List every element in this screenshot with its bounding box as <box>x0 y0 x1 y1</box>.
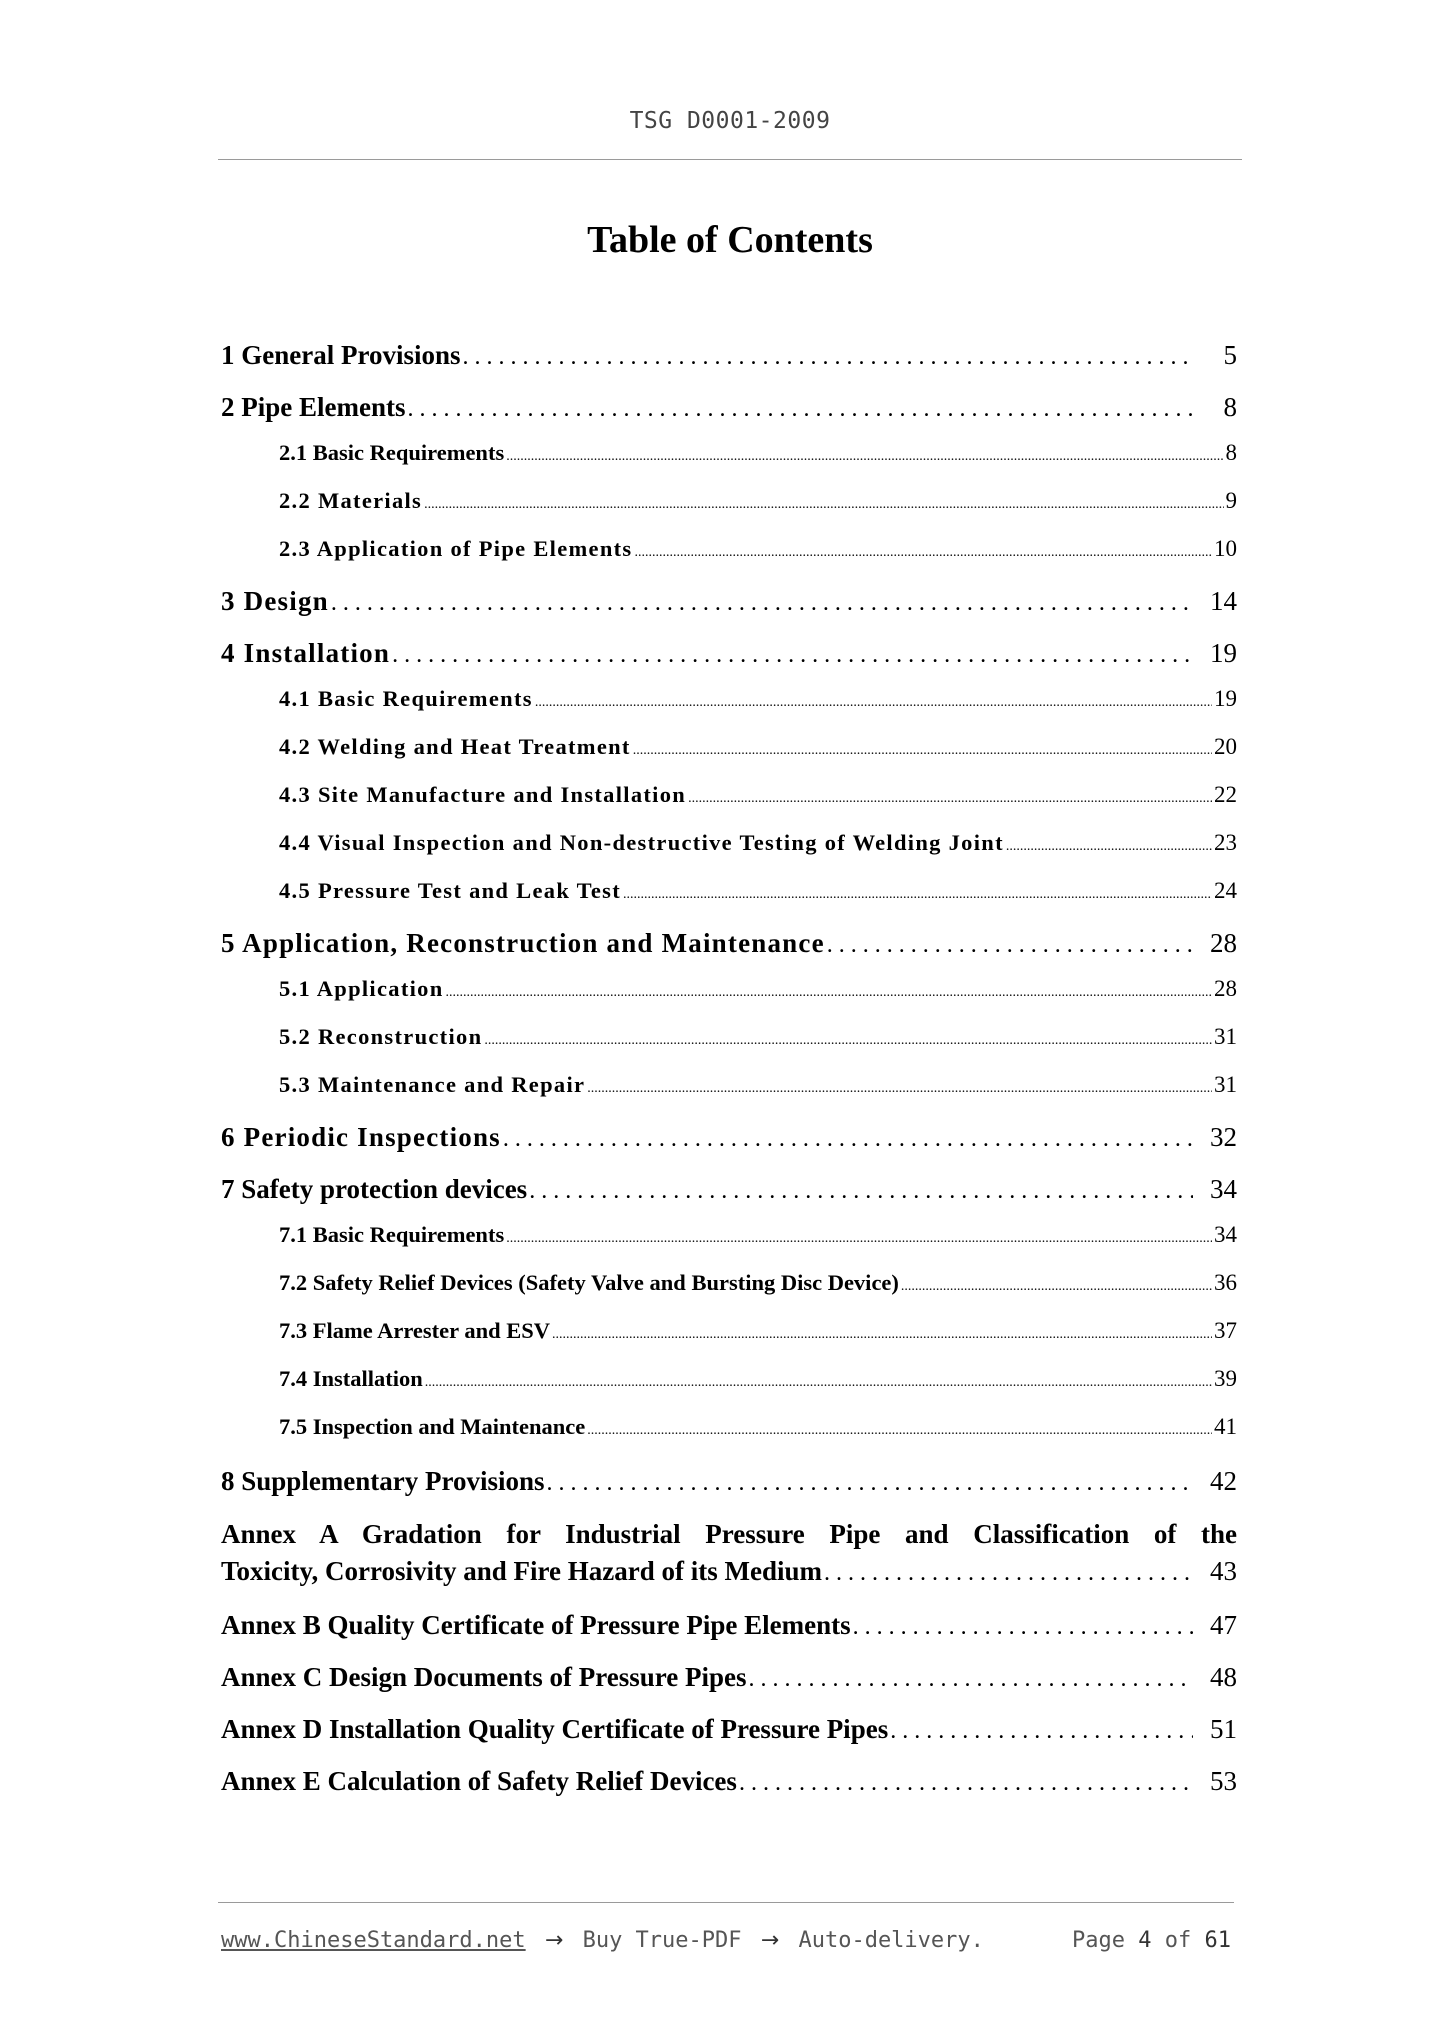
toc-entry-page: 47 <box>1210 1610 1237 1640</box>
footer-divider <box>218 1902 1234 1903</box>
toc-entry-page: 53 <box>1210 1766 1237 1796</box>
toc-entry-page: 48 <box>1210 1662 1237 1692</box>
toc-entry-label: 7.5 Inspection and Maintenance <box>279 1414 586 1439</box>
toc-leader-dots <box>739 1770 1193 1797</box>
toc-entry-6[interactable] <box>221 1122 1237 1153</box>
toc-leader-dots <box>901 1279 1212 1295</box>
toc-leader-dots <box>446 985 1212 1001</box>
toc-leader-dots <box>1006 839 1212 855</box>
of-word: of <box>1164 1928 1192 1953</box>
toc-entry-label: 4.2 Welding and Heat Treatment <box>279 734 631 759</box>
toc-entry-label: 4.3 Site Manufacture and Installation <box>279 782 687 807</box>
toc-entry-page: 31 <box>1214 1024 1237 1049</box>
toc-entry-2-1[interactable] <box>279 440 1237 466</box>
toc-leader-dots <box>425 1375 1212 1391</box>
toc-entry-page: 10 <box>1214 536 1237 561</box>
site-link[interactable]: www.ChineseStandard.net <box>221 1928 526 1953</box>
toc-entry-7[interactable] <box>221 1174 1237 1205</box>
toc-entry-5-3[interactable] <box>279 1072 1237 1098</box>
toc-entry-label: 2.2 Materials <box>279 488 423 513</box>
toc-leader-dots <box>331 590 1193 617</box>
toc-leader-dots <box>824 1560 1193 1587</box>
toc-entry-7-3[interactable] <box>279 1318 1237 1344</box>
toc-leader-dots <box>587 1081 1212 1097</box>
arrow-right-icon: → <box>760 1928 780 1953</box>
toc-leader-dots <box>506 1231 1212 1247</box>
toc-entry-label: Toxicity, Corrosivity and Fire Hazard of its Medium <box>221 1556 822 1586</box>
toc-entry-label: 7.3 Flame Arrester and ESV <box>279 1318 551 1343</box>
toc-entry-annex-d[interactable] <box>221 1714 1237 1745</box>
toc-entry-page: 24 <box>1214 878 1237 903</box>
toc-entry-label: 4.4 Visual Inspection and Non-destructive Testing of Welding Joint <box>279 830 1004 855</box>
toc-entry-page: 36 <box>1214 1270 1237 1295</box>
page-header: TSG D0001-2009 <box>629 108 831 134</box>
toc-entry-page: 8 <box>1223 392 1237 422</box>
toc-entry-page: 34 <box>1214 1222 1237 1247</box>
toc-entry-page: 42 <box>1210 1466 1237 1496</box>
toc-entry-label: 5.1 Application <box>279 976 444 1001</box>
toc-entry-label: 3 Design <box>221 586 329 616</box>
toc-entry-annex-b[interactable] <box>221 1610 1237 1641</box>
toc-leader-dots <box>853 1614 1193 1641</box>
toc-leader-dots <box>407 396 1193 423</box>
toc-entry-page: 8 <box>1225 440 1237 465</box>
toc-entry-2-3[interactable] <box>279 536 1237 562</box>
toc-entry-2-2[interactable] <box>279 488 1237 514</box>
toc-entry-page: 31 <box>1214 1072 1237 1097</box>
toc-entry-5[interactable] <box>221 928 1237 959</box>
toc-entry-label: 4 Installation <box>221 638 391 668</box>
toc-entry-4-4[interactable] <box>279 830 1237 856</box>
toc-entry-label: 7 Safety protection devices <box>221 1174 528 1204</box>
toc-entry-page: 28 <box>1214 976 1237 1001</box>
toc-leader-dots <box>424 497 1223 513</box>
toc-entry-label: 6 Periodic Inspections <box>221 1122 501 1152</box>
total-page-number: 61 <box>1204 1928 1231 1953</box>
toc-leader-dots <box>392 642 1193 669</box>
toc-leader-dots <box>890 1718 1193 1745</box>
toc-entry-page: 14 <box>1210 586 1237 616</box>
toc-entry-4-1[interactable] <box>279 686 1237 712</box>
toc-leader-dots <box>633 743 1212 759</box>
toc-leader-dots <box>634 545 1212 561</box>
toc-entry-label: 2.3 Application of Pipe Elements <box>279 536 633 561</box>
toc-leader-dots <box>749 1666 1194 1693</box>
page-footer <box>221 1928 1231 1953</box>
toc-entry-label: 4.1 Basic Requirements <box>279 686 533 711</box>
toc-entry-page: 37 <box>1214 1318 1237 1343</box>
toc-entry-label: 7.2 Safety Relief Devices (Safety Valve and Bursting Disc Device) <box>279 1270 899 1295</box>
toc-entry-page: 19 <box>1210 638 1237 668</box>
toc-entry-label: 7.4 Installation <box>279 1366 423 1391</box>
toc-leader-dots <box>484 1033 1212 1049</box>
toc-entry-7-5[interactable] <box>279 1414 1237 1440</box>
toc-leader-dots <box>463 344 1194 371</box>
toc-entry-1[interactable] <box>221 340 1237 371</box>
toc-entry-label: 5.2 Reconstruction <box>279 1024 483 1049</box>
toc-entry-4[interactable] <box>221 638 1237 669</box>
toc-entry-page: 19 <box>1214 686 1237 711</box>
toc-leader-dots <box>529 1178 1193 1205</box>
toc-entry-page: 23 <box>1214 830 1237 855</box>
toc-entry-8[interactable] <box>221 1466 1237 1497</box>
toc-entry-page: 9 <box>1225 488 1237 513</box>
current-page-number: 4 <box>1138 1928 1152 1953</box>
toc-entry-7-4[interactable] <box>279 1366 1237 1392</box>
footer-links <box>221 1928 984 1953</box>
toc-entry-7-2[interactable] <box>279 1270 1237 1296</box>
toc-leader-dots <box>827 932 1193 959</box>
toc-entry-page: 43 <box>1210 1556 1237 1586</box>
buy-true-pdf-text: Buy True-PDF <box>582 1928 742 1953</box>
toc-entry-annex-a-line1[interactable]: Annex A Gradation for Industrial Pressure Pipe and Classification of the <box>221 1519 1237 1549</box>
toc-entry-label: Annex B Quality Certificate of Pressure Pipe Elements <box>221 1610 851 1640</box>
toc-entry-5-2[interactable] <box>279 1024 1237 1050</box>
header-divider <box>218 159 1242 160</box>
toc-entry-4-5[interactable] <box>279 878 1237 904</box>
toc-leader-dots <box>587 1423 1212 1439</box>
toc-entry-label: 2.1 Basic Requirements <box>279 440 505 465</box>
toc-entry-label: Annex D Installation Quality Certificate of Pressure Pipes <box>221 1714 889 1744</box>
toc-entry-3[interactable] <box>221 586 1237 617</box>
toc-entry-annex-c[interactable] <box>221 1662 1237 1693</box>
arrow-right-icon: → <box>544 1928 564 1953</box>
toc-entry-page: 51 <box>1210 1714 1237 1744</box>
toc-entry-label: Annex E Calculation of Safety Relief Devices <box>221 1766 737 1796</box>
toc-entry-4-3[interactable] <box>279 782 1237 808</box>
toc-entry-2[interactable] <box>221 392 1237 423</box>
toc-leader-dots <box>547 1470 1193 1497</box>
toc-entry-page: 22 <box>1214 782 1237 807</box>
toc-leader-dots <box>506 449 1223 465</box>
toc-leader-dots <box>623 887 1212 903</box>
toc-entry-label: 5 Application, Reconstruction and Maintenance <box>221 928 825 958</box>
toc-entry-label: 1 General Provisions <box>221 340 461 370</box>
toc-leader-dots <box>688 791 1212 807</box>
toc-entry-page: 20 <box>1214 734 1237 759</box>
toc-entry-label: Annex C Design Documents of Pressure Pipes <box>221 1662 747 1692</box>
toc-entry-annex-a[interactable] <box>221 1556 1237 1587</box>
auto-delivery-text: Auto-delivery. <box>798 1928 984 1953</box>
page-word: Page <box>1072 1928 1125 1953</box>
toc-entry-page: 32 <box>1210 1122 1237 1152</box>
page-number <box>1072 1928 1231 1953</box>
toc-entry-label: 4.5 Pressure Test and Leak Test <box>279 878 622 903</box>
toc-entry-page: 5 <box>1223 340 1237 370</box>
toc-leader-dots <box>503 1126 1193 1153</box>
toc-entry-page: 28 <box>1210 928 1237 958</box>
toc-entry-5-1[interactable] <box>279 976 1237 1002</box>
toc-entry-page: 41 <box>1214 1414 1237 1439</box>
toc-entry-page: 39 <box>1214 1366 1237 1391</box>
toc-entry-4-2[interactable] <box>279 734 1237 760</box>
toc-title: Table of Contents <box>587 219 873 261</box>
toc-entry-7-1[interactable] <box>279 1222 1237 1248</box>
toc-entry-label: 2 Pipe Elements <box>221 392 406 422</box>
toc-entry-label: 8 Supplementary Provisions <box>221 1466 545 1496</box>
toc-entry-label: 7.1 Basic Requirements <box>279 1222 505 1247</box>
toc-entry-annex-e[interactable] <box>221 1766 1237 1797</box>
toc-entry-label: 5.3 Maintenance and Repair <box>279 1072 586 1097</box>
toc-entry-page: 34 <box>1210 1174 1237 1204</box>
toc-leader-dots <box>552 1327 1212 1343</box>
toc-leader-dots <box>535 695 1212 711</box>
